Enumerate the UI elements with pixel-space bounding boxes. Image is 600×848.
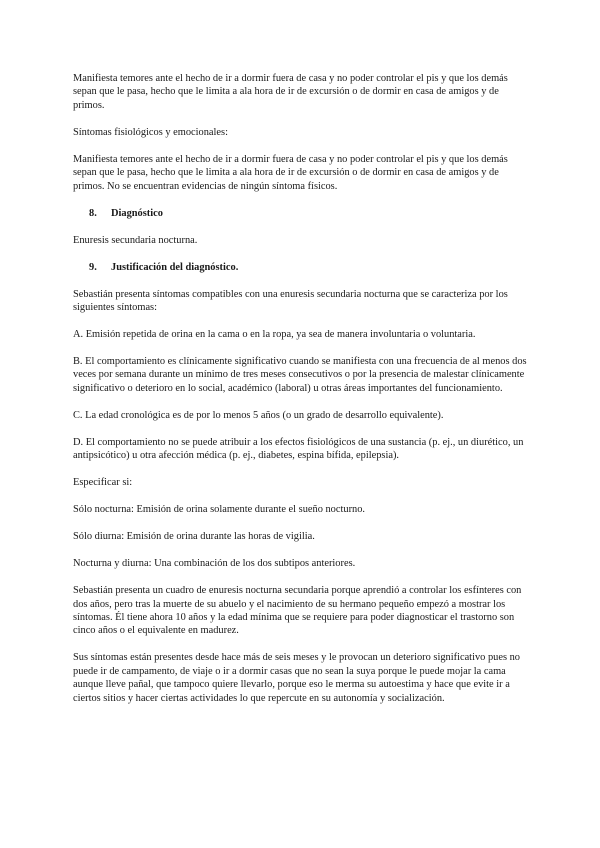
section-title: Justificación del diagnóstico. [111, 261, 239, 273]
paragraph-fears: Manifiesta temores ante el hecho de ir a dormir fuera de casa y no poder controlar el pis y que los demás sepan que le pasa, hecho que le limita a ala hora de ir de excursión o de dormir en casa de amigos y de primos. [73, 73, 508, 111]
paragraph-specify: Especificar si: [73, 477, 133, 489]
criterion-b: B. El comportamiento es clínicamente significativo cuando se manifiesta con una frecuencia de al menos dos veces por semana durante un mínimo de tres meses consecutivos o por la presencia de malestar clínicamente significativo o deterioro en lo social, académico (laboral) u otras áreas importantes del funcionamiento. [73, 356, 527, 394]
paragraph-diagnosis: Enuresis secundaria nocturna. [73, 234, 198, 246]
paragraph-impairment: Sus síntomas están presentes desde hace más de seis meses y le provocan un deterioro significativo pues no puede ir de campamento, de viaje o ir a dormir casas que no sean la suya porque le puede mojar la cama aunque lleve pañal, que tampoco quiere llevarlo, porque eso le merma su autoestima y hace que evite ir a ciertos sitios y hacer ciertas actividades lo que repercute en su autonomía y socialización. [73, 652, 520, 704]
criterion-c: C. La edad cronológica es de por lo menos 5 años (o un grado de desarrollo equivalente). [73, 409, 444, 421]
subtype-mixed: Nocturna y diurna: Una combinación de los dos subtipos anteriores. [73, 558, 356, 570]
criterion-d: D. El comportamiento no se puede atribuir a los efectos fisiológicos de una sustancia (p. ej., un diurético, un antipsicótico) u otra afección médica (p. ej., diabetes, espina bífida, epilepsia). [73, 436, 524, 462]
section-number: 8. [89, 207, 97, 219]
paragraph-symptoms-label: Síntomas fisiológicos y emocionales: [73, 126, 228, 138]
paragraph-case-history: Sebastián presenta un cuadro de enuresis nocturna secundaria porque aprendió a controlar los esfínteres con dos años, pero tras la muerte de su abuelo y el nacimiento de su hermano pequeño empezó a mostrar los síntomas. Él tiene ahora 10 años y la edad mínima que se requiere para poder diagnosticar el trastorno son cinco años o el equivalente en madurez. [73, 585, 522, 637]
section-title: Diagnóstico [111, 207, 163, 219]
criterion-a: A. Emisión repetida de orina en la cama o en la ropa, ya sea de manera involuntaria o voluntaria. [73, 329, 476, 341]
paragraph-fears-physical: Manifiesta temores ante el hecho de ir a dormir fuera de casa y no poder controlar el pis y que los demás sepan que le pasa, hecho que le limita a ala hora de ir de excursión o de dormir en casa de amigos y de primos. No se encuentran evidencias de ningún síntoma físicos. [73, 153, 508, 192]
section-number: 9. [89, 261, 97, 273]
subtype-nocturnal: Sólo nocturna: Emisión de orina solamente durante el sueño nocturno. [73, 504, 366, 516]
section-heading-justification [73, 261, 530, 274]
subtype-diurnal: Sólo diurna: Emisión de orina durante las horas de vigilia. [73, 531, 315, 543]
paragraph-intro-criteria: Sebastián presenta síntomas compatibles con una enuresis secundaria nocturna que se caracteriza por los siguientes síntomas: [73, 288, 508, 314]
section-heading-diagnosis [73, 207, 530, 220]
